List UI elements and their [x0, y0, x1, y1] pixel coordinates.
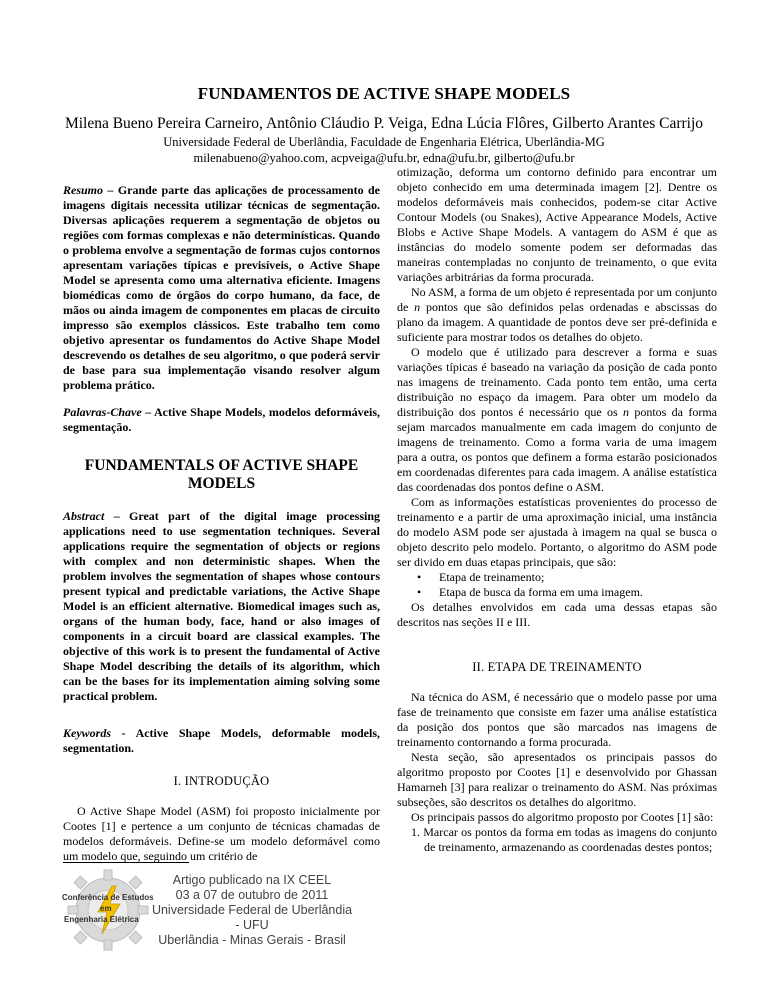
- footnote-line: 03 a 07 de outubro de 2011: [175, 888, 329, 902]
- palavras-chave-paragraph: [63, 405, 380, 435]
- text-run: O modelo que é utilizado para descrever a forma e suas variações típicas é baseado na variação da posição de cada ponto nas imagens de treinamento. Cada ponto tem então, uma certa distribuição no espaço da imagem. Para obter um modelo da distribuição dos pontos é necessário que os: [397, 345, 717, 419]
- right-column: [397, 165, 717, 855]
- body-paragraph-3: [397, 345, 717, 495]
- keywords-lead: Keywords: [63, 726, 111, 740]
- keywords-paragraph: [63, 726, 380, 756]
- keywords-body: - Active Shape Models, deformable models, segmentation.: [63, 726, 380, 755]
- bullet-item: [417, 585, 717, 600]
- footnote-rule: [63, 862, 189, 863]
- text-run: pontos da forma sejam marcados manualmente em cada imagem do conjunto de imagens de treinamento. Como a forma varia de uma imagem para a outra, os pontos que definem a forma estarão posicionados em coordenadas diferentes para cada imagem. A análise estatística das coordenadas dos pontos define o ASM.: [397, 405, 717, 494]
- bullet-text: Etapa de treinamento;: [439, 570, 545, 584]
- section-heading-introducao: I. INTRODUÇÃO: [173, 774, 270, 788]
- footnote-publication: [150, 873, 354, 948]
- body-paragraph-2: [397, 285, 717, 345]
- abstract-paragraph: [63, 509, 380, 704]
- numbered-item: 1. Marcar os pontos da forma em todas as imagens do conjunto de treinamento, armazenando as coordenadas destes pontos;: [411, 825, 717, 854]
- paper-emails: milenabueno@yahoo.com, acpveiga@ufu.br, edna@ufu.br, gilberto@ufu.br: [193, 151, 575, 165]
- italic-variable: n: [414, 300, 421, 314]
- bullet-item: [417, 570, 717, 585]
- bullet-symbol: •: [417, 570, 422, 584]
- body-paragraph-1: otimização, deforma um contorno definido para encontrar um objeto conhecido em uma determinada imagem [2]. Dentre os modelos deformáveis mais conhecidos, podem-se citar Active Contour Models (ou Snakes), Active Appearance Models, Active Blobs e Active Shape Models. A vantagem do ASM é que as instâncias do modelo somente podem ser deformadas das maneiras contempladas no conjunto de treinamento, o que evita variações arbitrárias da forma procurada.: [397, 165, 717, 284]
- text-run: pontos que são definidos pelas ordenadas e abscissas do plano da imagem. A quantidade de pontos deve ser pré-definida e suficiente para mostrar todos os detalhes do objeto.: [397, 300, 718, 344]
- intro-paragraph: O Active Shape Model (ASM) foi proposto inicialmente por Cootes [1] e pertence a um conjunto de técnicas chamadas de modelos deformáveis. Define-se um modelo deformável como um modelo que, seguindo um critério de: [63, 804, 380, 863]
- paper-affiliation: Universidade Federal de Uberlândia, Faculdade de Engenharia Elétrica, Uberlândia-MG: [163, 135, 605, 149]
- bullet-symbol: •: [417, 585, 422, 599]
- logo-text-line: em: [100, 904, 112, 913]
- logo-text-line: Conferência de Estudos: [62, 893, 154, 902]
- english-title: FUNDAMENTALS OF ACTIVE SHAPE MODELS: [84, 457, 359, 492]
- resumo-lead: Resumo: [63, 183, 104, 197]
- left-column: [63, 183, 380, 864]
- section-heading-treinamento: II. ETAPA DE TREINAMENTO: [472, 660, 642, 674]
- logo-text-line: Engenharia Elétrica: [64, 915, 139, 924]
- body-paragraph-5: Os detalhes envolvidos em cada uma dessas etapas são descritos nas seções II e III.: [397, 600, 717, 629]
- body-paragraph-4: Com as informações estatísticas provenientes do processo de treinamento e a partir de uma aproximação inicial, uma instância do modelo ASM pode ser ajustada à imagem na qual se busca o objeto descrito pelo modelo. Portanto, o algoritmo do ASM pode ser divido em duas etapas principais, que são:: [397, 495, 717, 569]
- footnote-line: Universidade Federal de Uberlândia - UFU: [151, 903, 353, 932]
- palavras-chave-body: – Active Shape Models, modelos deformáveis, segmentação.: [63, 405, 380, 434]
- body-paragraph-7: Nesta seção, são apresentados os principais passos do algoritmo proposto por Cootes [1] e desenvolvido por Ghassan Hamarneh [3] para realizar o treinamento do ASM. Nas próximas subseções, são descritos os detalhes do algoritmo.: [397, 750, 717, 809]
- conference-logo: [62, 868, 154, 952]
- resumo-body: – Grande parte das aplicações de processamento de imagens digitais necessita utilizar técnicas de segmentação. Diversas aplicações requerem a segmentação de objetos ou regiões com formas complexas e não determinísticas. Quando o problema envolve a segmentação de formas cujos contornos apresentam variações típicas e previsíveis, o Active Shape Model se apresenta como uma alternativa eficiente. Imagens biomédicas como de órgãos do corpo humano, da face, de mãos ou ainda imagem de componentes em placas de circuito impresso são exemplos clássicos. Este trabalho tem como objetivo apresentar os fundamentos do Active Shape Model descrevendo os detalhes de seu algoritmo, o que poderá servir de base para sua implementação visando resolver algum problema prático.: [63, 183, 380, 392]
- abstract-lead: Abstract: [63, 509, 105, 523]
- paper-authors: Milena Bueno Pereira Carneiro, Antônio Cláudio P. Veiga, Edna Lúcia Flôres, Gilberto Arantes Carrijo: [64, 115, 704, 132]
- italic-variable: n: [623, 405, 629, 419]
- paper-title: FUNDAMENTOS DE ACTIVE SHAPE MODELS: [197, 84, 571, 103]
- body-paragraph-8: Os principais passos do algoritmo proposto por Cootes [1] são:: [411, 810, 714, 824]
- abstract-body: – Great part of the digital image processing applications need to use segmentation techniques. Several applications require the segmentation of objects or regions with complex and non deterministic shapes. When the problem involves the segmentation of shapes whose contours present typical and predictable variations, the Active Shape Model is an efficient alternative. Biomedical images such as, organs of the human body, face, hand or also images of components in a circuit board are classical examples. The objective of this work is to present the fundamental of Active Shape Model describing the details of its algorithm, which can be the bases for its implementation aiming solving some practical problem.: [63, 509, 380, 703]
- resumo-paragraph: [63, 183, 380, 393]
- bullet-text: Etapa de busca da forma em uma imagem.: [439, 585, 643, 599]
- body-paragraph-6: Na técnica do ASM, é necessário que o modelo passe por uma fase de treinamento que consiste em fazer uma análise estatística da posição dos pontos que são marcados nas imagens de treinamento contornando a forma procurada.: [397, 690, 717, 749]
- text-run: No ASM, a forma de um objeto é representada por um conjunto de: [397, 285, 717, 314]
- palavras-chave-lead: Palavras-Chave: [63, 405, 142, 419]
- footnote-line: Uberlândia - Minas Gerais - Brasil: [158, 933, 346, 947]
- footnote-line: Artigo publicado na IX CEEL: [172, 873, 332, 887]
